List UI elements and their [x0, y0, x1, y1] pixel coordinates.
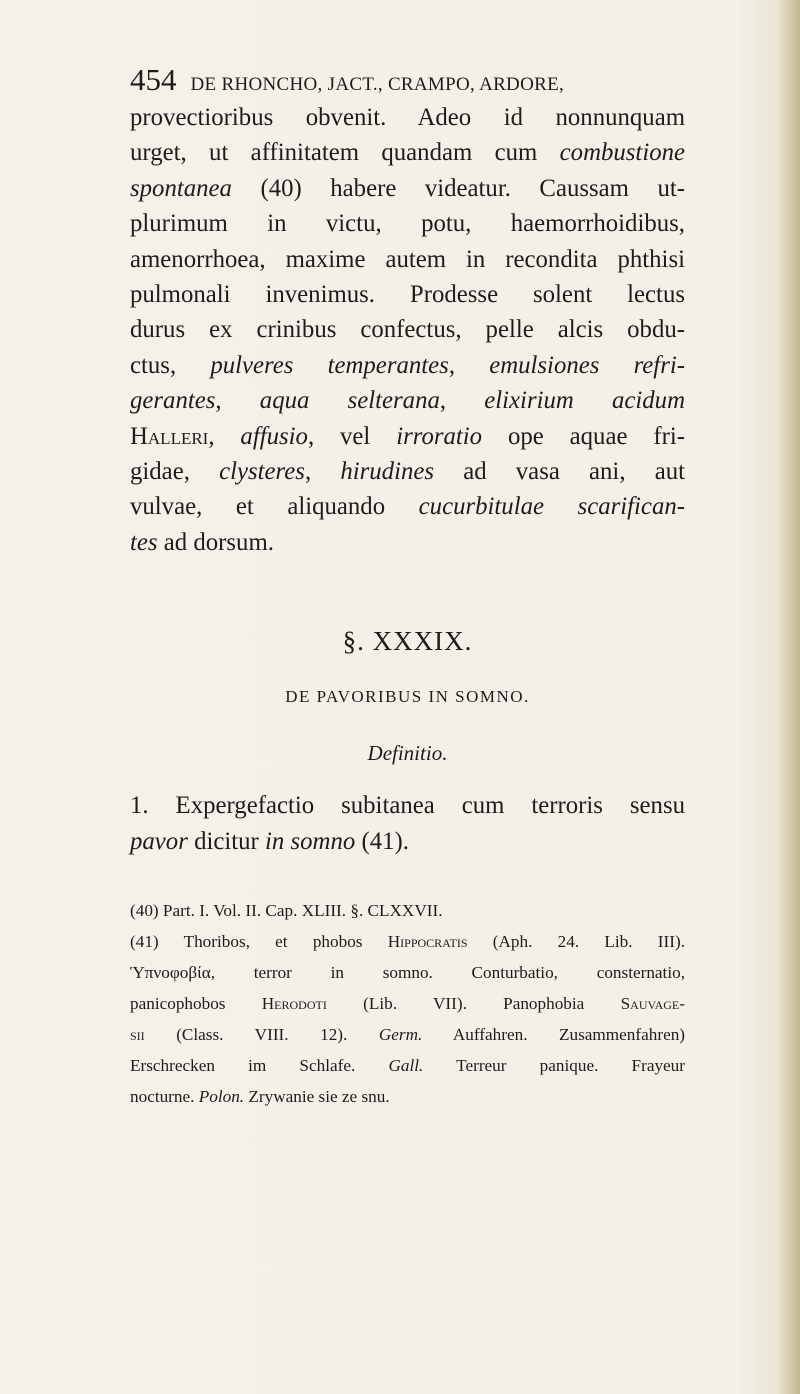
page-spine-shadow	[778, 0, 800, 1394]
text-line: vulvae, et aliquando cucurbitulae scarifican-	[130, 493, 685, 521]
text-line: urget, ut affinitatem quandam cum combustione	[130, 139, 686, 167]
text-line: gerantes, aqua selterana, elixirium acidum	[130, 387, 685, 415]
footnote-line: nocturne. Polon. Zrywanie sie ze snu.	[130, 1087, 390, 1107]
footnote-line: panicophobos Herodoti (Lib. VII). Panophobia Sauvage-	[130, 994, 685, 1014]
footnotes	[130, 895, 685, 1112]
text-line: pulmonali invenimus. Prodesse solent lectus	[130, 281, 685, 309]
italic-term: in somno	[265, 827, 356, 855]
language-label: Polon.	[198, 1087, 245, 1107]
italic-term: hirudines	[340, 458, 435, 486]
paragraph-continued	[130, 100, 685, 560]
footnote-41: (41) Thoribos, et phobos Hippocratis (Aph. 24. Lib. III).	[130, 932, 685, 952]
italic-term: pulveres temperantes	[210, 351, 449, 379]
footnote-40: (40) Part. I. Vol. II. Cap. XLIII. §. CLXXVII.	[130, 901, 443, 921]
footnote-line: sii (Class. VIII. 12). Germ. Auffahren. Zusammenfahren)	[130, 1025, 686, 1045]
running-head	[130, 62, 685, 100]
text-line: spontanea (40) habere videatur. Caussam ut-	[130, 174, 686, 202]
italic-term: aqua selterana	[259, 387, 440, 415]
text-line: amenorrhoea, maxime autem in recondita phthisi	[130, 245, 685, 273]
running-title: DE RHONCHO, JACT., CRAMPO, ARDORE,	[190, 74, 565, 95]
author-name: Hippocratis	[387, 932, 468, 952]
text-line: 1. Expergefactio subitanea cum terroris sensu	[130, 792, 685, 820]
page-content	[130, 62, 685, 1112]
italic-term: emulsiones refri-	[489, 351, 685, 379]
footnote-line: Erschrecken im Schlafe. Gall. Terreur panique. Frayeur	[130, 1056, 685, 1076]
text-line: gidae, clysteres, hirudines ad vasa ani, aut	[130, 458, 685, 486]
footnote-line: Ὑπνοφοβία, terror in somno. Conturbatio, consternatio,	[130, 963, 685, 983]
section-heading: §. XXXIX.	[342, 626, 473, 657]
footnote-separator	[130, 859, 685, 895]
language-label: Germ.	[378, 1025, 423, 1045]
text-line: plurimum in victu, potu, haemorrhoidibus,	[130, 210, 685, 238]
language-label: Gall.	[388, 1056, 424, 1076]
definition-label: Definitio.	[367, 741, 448, 766]
author-name: Sauvage-	[620, 994, 685, 1014]
italic-term: gerantes	[130, 387, 216, 415]
italic-term: cucurbitulae scarifican-	[418, 493, 685, 521]
italic-term: combustione	[559, 139, 686, 167]
italic-term: affusio	[240, 422, 308, 450]
author-name: Halleri	[130, 422, 209, 450]
greek-term: Ὑπνοφοβία	[130, 963, 211, 983]
page-number: 454	[130, 62, 177, 97]
italic-term: spontanea	[130, 174, 232, 202]
text-line: pavor dicitur in somno (41).	[130, 827, 409, 855]
text-line: ctus, pulveres temperantes, emulsiones refri-	[130, 351, 685, 379]
text-line: provectioribus obvenit. Adeo id nonnunquam	[130, 104, 685, 131]
section-subtitle: DE PAVORIBUS IN SOMNO.	[285, 687, 530, 707]
italic-term: irroratio	[396, 422, 483, 450]
italic-term: pavor	[130, 827, 188, 855]
text-line: durus ex crinibus confectus, pelle alcis obdu-	[130, 316, 685, 344]
text-line: tes ad dorsum.	[130, 528, 274, 556]
italic-term: clysteres	[219, 458, 305, 486]
italic-term: tes	[130, 528, 158, 556]
definition-paragraph	[130, 788, 685, 859]
author-name: Herodoti	[261, 994, 327, 1014]
text-line: Halleri, affusio, vel irroratio ope aquae fri-	[130, 422, 685, 450]
italic-term: elixirium acidum	[484, 387, 685, 415]
